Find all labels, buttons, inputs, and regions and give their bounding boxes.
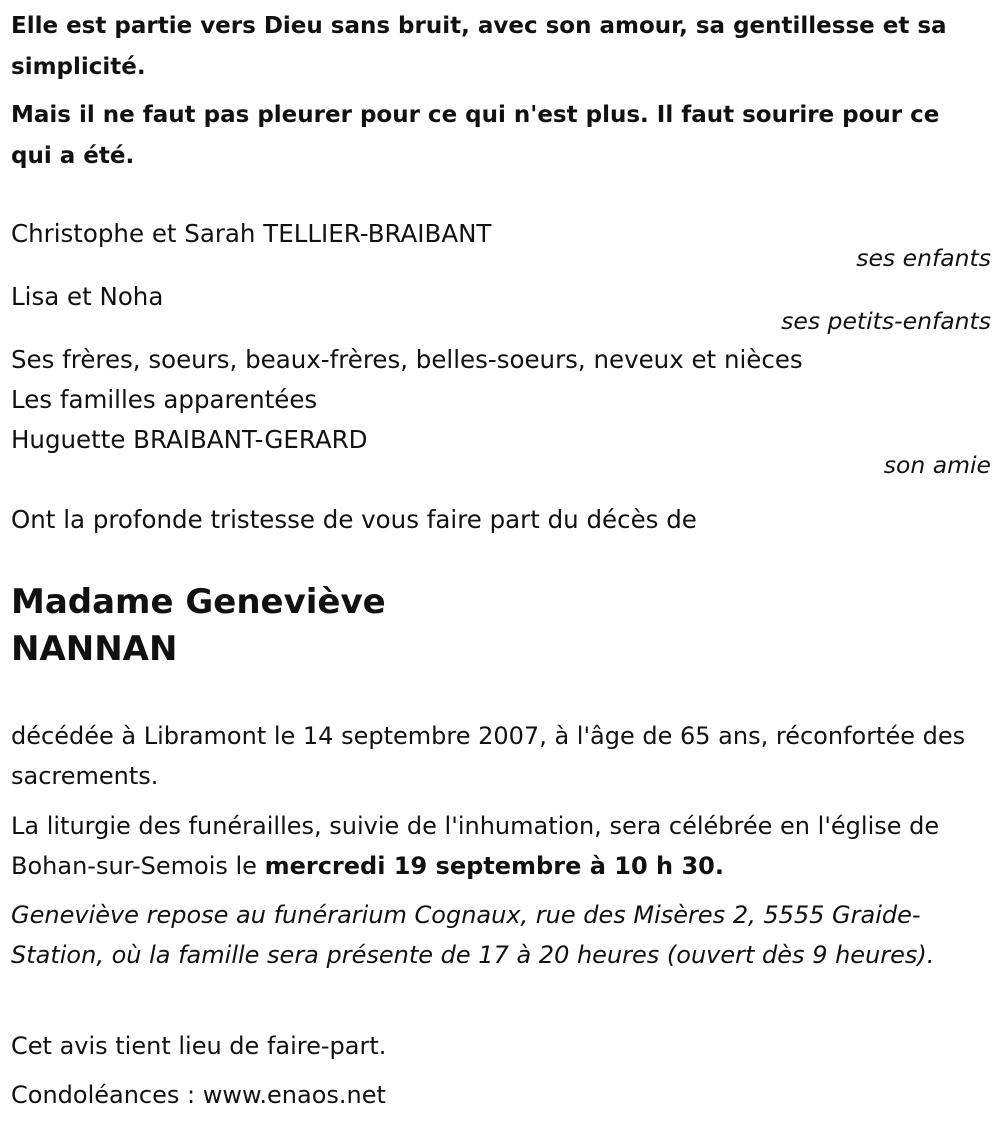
visitation-details: Geneviève repose au funérarium Cognaux, rue des Misères 2, 5555 Graide-Station, où la famille sera présente de 17 à 20 heures (ouvert dès 9 heures). — [11, 901, 935, 969]
friend-name: Huguette BRAIBANT-GERARD — [11, 425, 368, 454]
quote-line-2: Mais il ne faut pas pleurer pour ce qui n'est plus. Il faut sourire pour ce qui a été. — [11, 102, 940, 169]
children-role: ses enfants — [856, 244, 991, 272]
deceased-first-name: Madame Geneviève — [11, 582, 386, 622]
announcement-line: Ont la profonde tristesse de vous faire part du décès de — [11, 505, 697, 534]
notice-line: Cet avis tient lieu de faire-part. — [11, 1032, 387, 1060]
grandchildren-role: ses petits-enfants — [781, 307, 991, 335]
quote-line-1: Elle est partie vers Dieu sans bruit, avec son amour, sa gentillesse et sa simplicité. — [11, 13, 947, 80]
relatives-line: Les familles apparentées — [11, 385, 318, 414]
funeral-date: mercredi 19 septembre à 10 h 30. — [264, 852, 724, 880]
funeral-details — [11, 806, 986, 886]
death-details: décédée à Libramont le 14 septembre 2007, à l'âge de 65 ans, réconfortée des sacrements. — [11, 722, 966, 790]
deceased-last-name: NANNAN — [11, 629, 178, 669]
friend-role: son amie — [883, 451, 991, 479]
funeral-prefix: La liturgie des funérailles, suivie de l'inhumation, sera célébrée en l'église de Bohan-sur-Semois le — [11, 812, 940, 880]
siblings-line: Ses frères, soeurs, beaux-frères, belles-soeurs, neveux et nièces — [11, 345, 803, 374]
grandchildren-names: Lisa et Noha — [11, 282, 164, 311]
children-names: Christophe et Sarah TELLIER-BRAIBANT — [11, 219, 492, 248]
condolences-line: Condoléances : www.enaos.net — [11, 1081, 386, 1109]
